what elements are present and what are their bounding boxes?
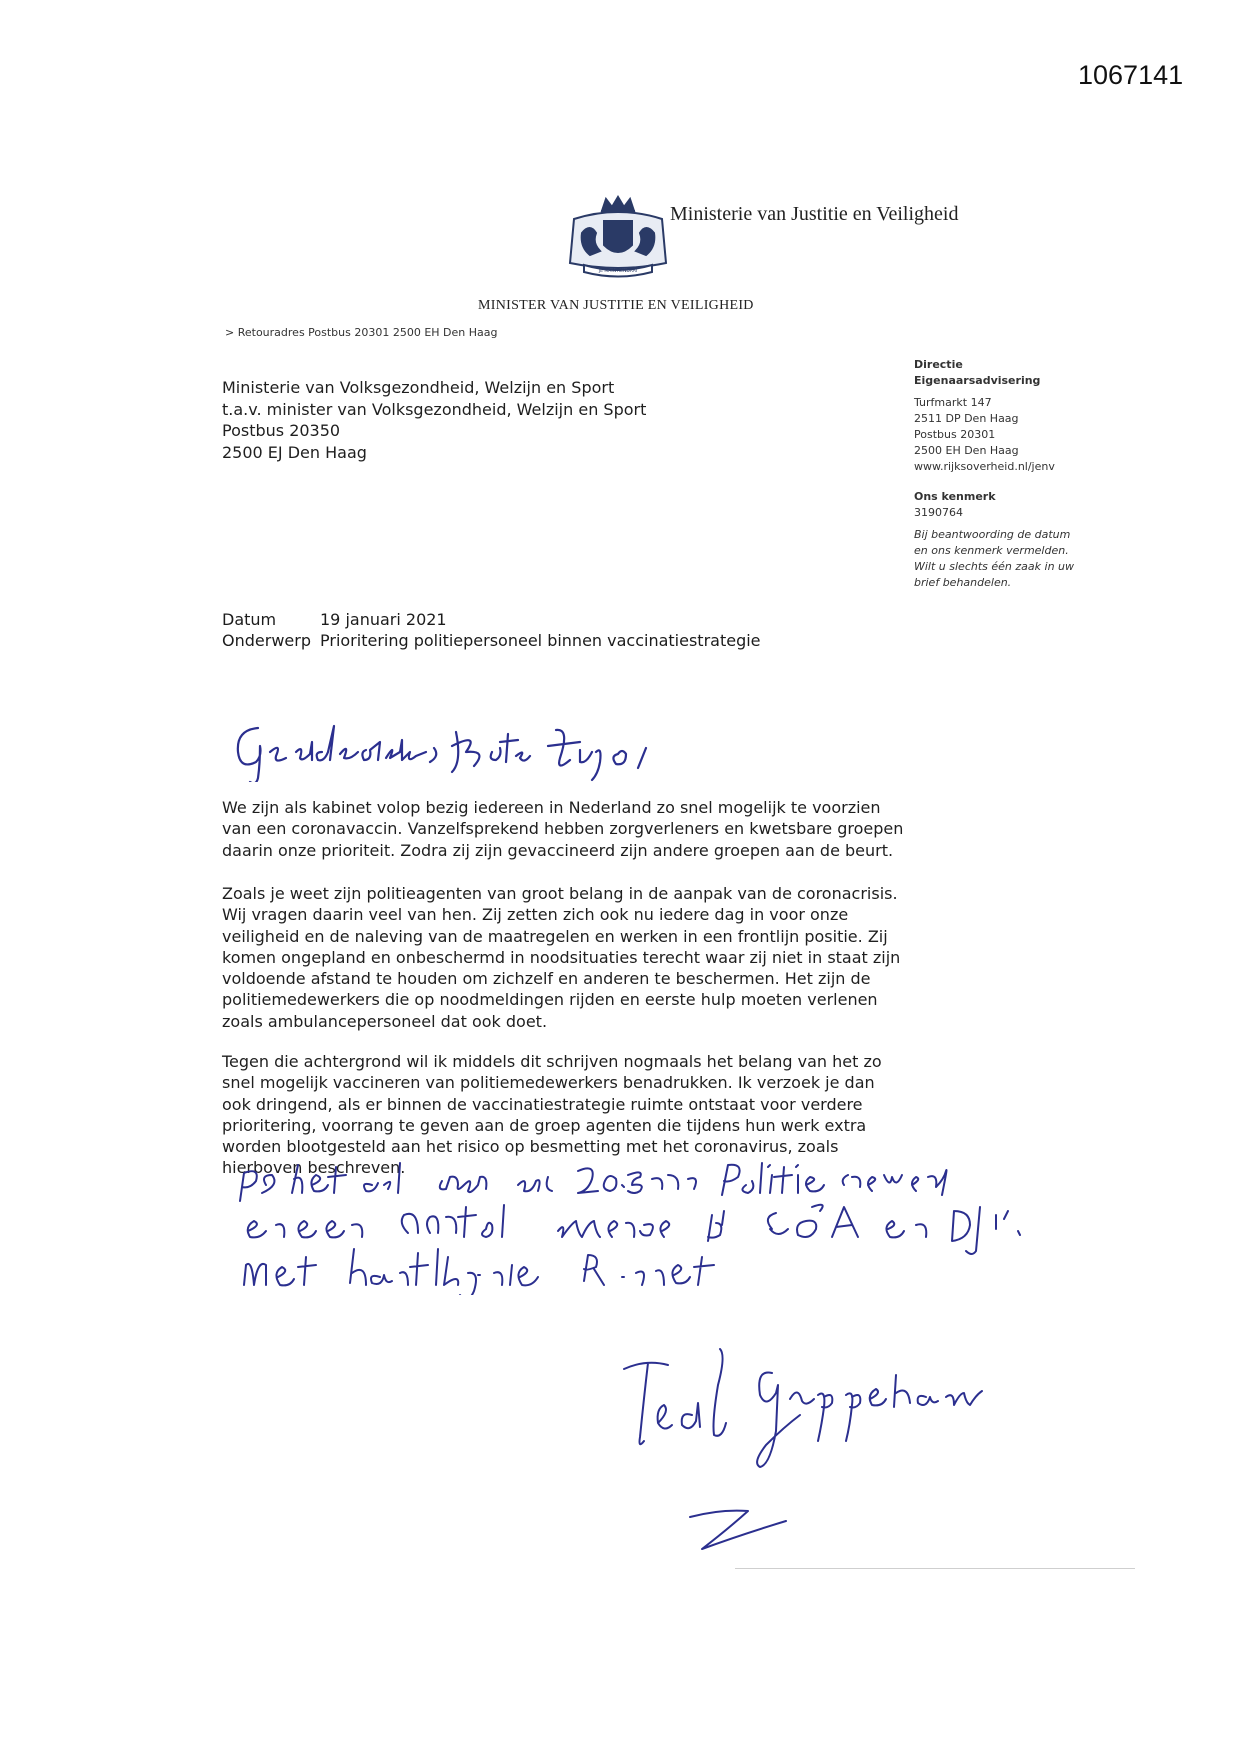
subject-label: Onderwerp <box>222 631 311 650</box>
sender-postbus: Postbus 20301 <box>914 428 996 441</box>
recipient-line: Ministerie van Volksgezondheid, Welzijn en Sport <box>222 378 615 397</box>
handwritten-greeting <box>230 712 690 782</box>
body-paragraph: Zoals je weet zijn politieagenten van groot belang in de aanpak van de coronacrisis. Wij vragen daarin veel van hen. Zij zetten zich ook nu iedere dag in voor onze veiligheid en de naleving van de maatregelen en werken in een frontlijn positie. Zij komen ongepland en onbeschermd in noodsituaties terecht waar zij niet in staat zijn voldoende afstand te houden om zichzelf en anderen te beschermen. Het zijn de politiemedewerkers die op noodmeldingen rijden en eerste hulp moeten verlenen zoals ambulancepersoneel dat ook doet. <box>222 884 901 1031</box>
footer-rule <box>735 1568 1135 1569</box>
handwritten-signature <box>620 1345 1000 1555</box>
date-label: Datum <box>222 610 277 629</box>
body-paragraph: Tegen die achtergrond wil ik middels dit schrijven nogmaals het belang van het zo snel mogelijk vaccineren van politiemedewerkers benadrukken. Ik verzoek je dan ook dringend, als er binnen de vaccinatiestrategie ruimte ontstaat voor verdere prioritering, voorrang te geven aan de groep agenten die tijdens hun werk extra worden blootgesteld aan het risico op besmetting met het coronavirus, zoals hierboven beschreven. <box>222 1052 882 1178</box>
ministry-name: Ministerie van Justitie en Veiligheid <box>670 203 959 225</box>
subject-value: Prioritering politiepersoneel binnen vaccinatiestrategie <box>320 631 761 650</box>
return-address: > Retouradres Postbus 20301 2500 EH Den Haag <box>225 326 498 339</box>
sender-zip-city: 2511 DP Den Haag <box>914 412 1019 425</box>
body-paragraph: We zijn als kabinet volop bezig iedereen in Nederland zo snel mogelijk te voorzien van een coronavaccin. Vanzelfsprekend hebben zorgverleners en kwetsbare groepen daarin onze prioriteit. Zodra zij zijn gevaccineerd zijn andere groepen aan de beurt. <box>222 798 904 860</box>
sender-street: Turfmarkt 147 <box>914 396 992 409</box>
recipient-address <box>222 377 646 463</box>
date-value: 19 januari 2021 <box>320 610 447 629</box>
reply-note: Wilt u slechts één zaak in uw <box>914 560 1074 573</box>
recipient-line: Postbus 20350 <box>222 421 341 440</box>
department-line: Directie <box>914 358 963 371</box>
signature-mark: Z <box>620 1345 621 1346</box>
sender-website: www.rijksoverheid.nl/jenv <box>914 460 1055 473</box>
department-line: Eigenaarsadvisering <box>914 374 1041 387</box>
letter-meta <box>222 609 761 651</box>
reference-label: Ons kenmerk <box>914 490 996 503</box>
recipient-line: t.a.v. minister van Volksgezondheid, Welzijn en Sport <box>222 399 647 419</box>
minister-title: MINISTER VAN JUSTITIE EN VEILIGHEID <box>478 298 754 313</box>
sender-postbus-zip: 2500 EH Den Haag <box>914 444 1019 457</box>
reference-value: 3190764 <box>914 506 963 519</box>
recipient-line: 2500 EJ Den Haag <box>222 442 367 462</box>
coat-of-arms-icon <box>562 193 675 283</box>
document-number: 1067141 <box>1078 60 1184 90</box>
sender-sidebar <box>914 357 1134 591</box>
reply-note: brief behandelen. <box>914 576 1012 589</box>
reply-note: en ons kenmerk vermelden. <box>914 544 1069 557</box>
reply-note: Bij beantwoording de datum <box>914 528 1071 541</box>
handwritten-postscript <box>232 1145 1032 1295</box>
logo-motto: JE MAINTIENDRAI <box>598 269 638 274</box>
